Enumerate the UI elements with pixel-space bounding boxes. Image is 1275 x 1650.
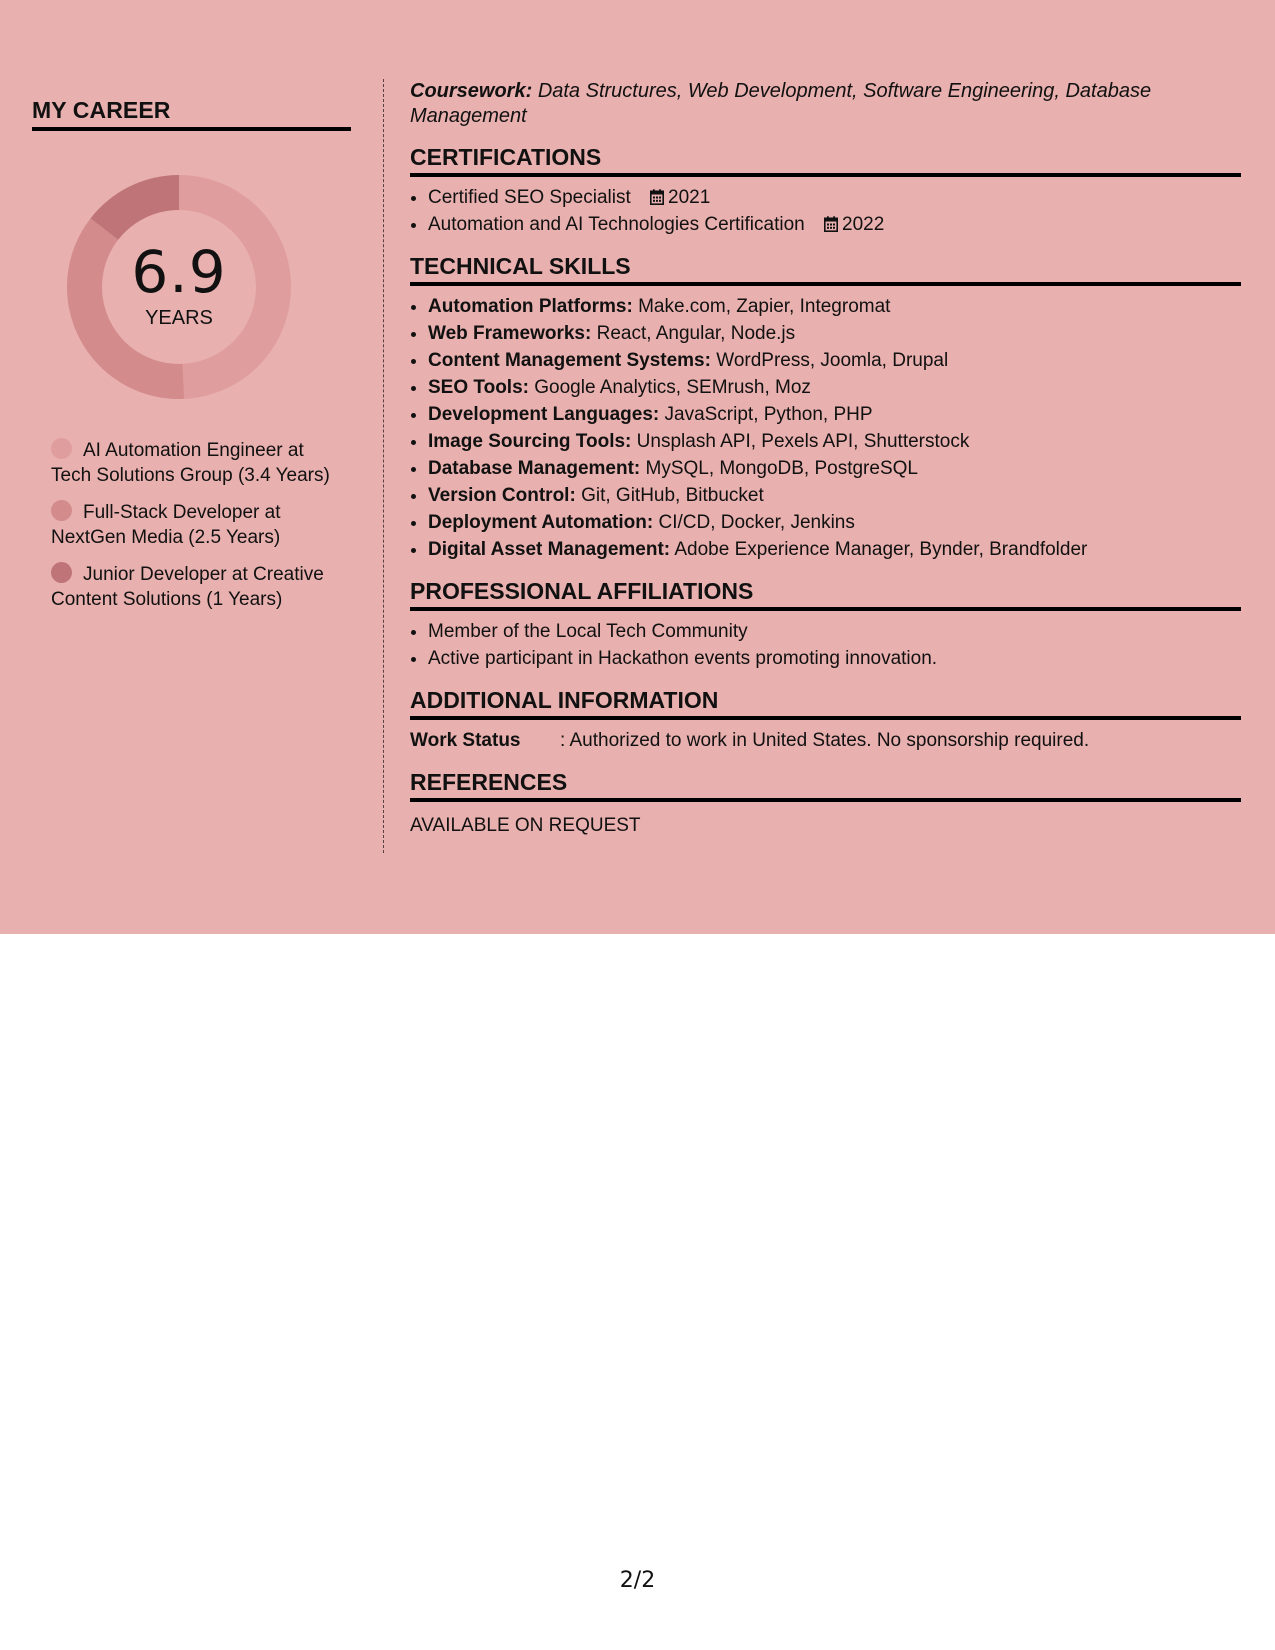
technical-skills-heading: TECHNICAL SKILLS [410, 252, 1241, 286]
affiliation-item: • Active participant in Hackathon events promoting innovation. [428, 645, 1241, 672]
skill-value: Git, GitHub, Bitbucket [581, 485, 764, 506]
career-column [32, 96, 351, 624]
skill-label: Web Frameworks: [428, 323, 592, 344]
technical-skills-list [410, 293, 1241, 563]
skill-item [428, 347, 1241, 374]
certification-name: Certified SEO Specialist [428, 187, 631, 208]
certification-item [428, 184, 1241, 211]
legend-item [51, 438, 341, 488]
skill-item [428, 374, 1241, 401]
coursework-text: Data Structures, Web Development, Software Engineering, Database Management [410, 80, 1152, 127]
references-heading: REFERENCES [410, 768, 1241, 802]
certification-name: Automation and AI Technologies Certification [428, 214, 805, 235]
skill-label: Development Languages: [428, 404, 660, 425]
skill-label: Image Sourcing Tools: [428, 431, 632, 452]
skill-item [428, 536, 1241, 563]
skill-item [428, 428, 1241, 455]
legend-label: Full-Stack Developer at NextGen Media (2.5 Years) [51, 502, 281, 548]
skill-value: MySQL, MongoDB, PostgreSQL [645, 458, 918, 479]
certifications-list [410, 184, 1241, 238]
skill-value: Make.com, Zapier, Integromat [638, 296, 891, 317]
skill-value: Adobe Experience Manager, Bynder, Brandfolder [674, 539, 1088, 560]
certifications-heading: CERTIFICATIONS [410, 143, 1241, 177]
certification-item [428, 211, 1241, 238]
legend-dot [51, 562, 72, 583]
skill-label: Deployment Automation: [428, 512, 654, 533]
details-column [410, 79, 1241, 839]
coursework-label: Coursework: [410, 80, 533, 102]
column-divider [383, 79, 384, 853]
career-heading: MY CAREER [32, 96, 351, 131]
skill-value: JavaScript, Python, PHP [664, 404, 873, 425]
skill-item [428, 455, 1241, 482]
page-number: 2/2 [619, 1568, 656, 1593]
skill-item [428, 509, 1241, 536]
certification-year: 2021 [668, 187, 711, 208]
skill-value: CI/CD, Docker, Jenkins [658, 512, 855, 533]
legend-item [51, 500, 341, 550]
additional-info-heading: ADDITIONAL INFORMATION [410, 686, 1241, 720]
calendar-icon [824, 216, 838, 232]
certification-year: 2022 [842, 214, 885, 235]
donut-center [66, 174, 292, 400]
legend-dot [51, 438, 72, 459]
career-legend [51, 438, 351, 612]
skill-value: WordPress, Joomla, Drupal [716, 350, 949, 371]
skill-value: Unsplash API, Pexels API, Shutterstock [636, 431, 970, 452]
legend-label: AI Automation Engineer at Tech Solutions Group (3.4 Years) [51, 440, 330, 486]
legend-item [51, 562, 341, 612]
skill-label: Automation Platforms: [428, 296, 633, 317]
work-status-row [410, 727, 1241, 754]
skill-item [428, 401, 1241, 428]
affiliations-list [410, 618, 1241, 672]
affiliations-heading: PROFESSIONAL AFFILIATIONS [410, 577, 1241, 611]
affiliation-item: • Member of the Local Tech Community [428, 618, 1241, 645]
skill-label: SEO Tools: [428, 377, 529, 398]
coursework-line [410, 79, 1241, 129]
total-years-unit: YEARS [145, 307, 213, 329]
work-status-value: : Authorized to work in United States. No sponsorship required. [560, 730, 1090, 751]
skill-label: Database Management: [428, 458, 641, 479]
calendar-icon [650, 189, 664, 205]
career-donut-chart [66, 174, 292, 400]
skill-label: Version Control: [428, 485, 576, 506]
skill-item [428, 320, 1241, 347]
skill-value: React, Angular, Node.js [596, 323, 796, 344]
total-years-value: 6.9 [131, 238, 227, 306]
skill-label: Content Management Systems: [428, 350, 711, 371]
legend-dot [51, 500, 72, 521]
skill-item [428, 293, 1241, 320]
skill-item [428, 482, 1241, 509]
references-text: AVAILABLE ON REQUEST [410, 815, 641, 836]
work-status-key: Work Status [410, 730, 521, 751]
legend-label: Junior Developer at Creative Content Solutions (1 Years) [51, 564, 324, 610]
skill-value: Google Analytics, SEMrush, Moz [534, 377, 811, 398]
skill-label: Digital Asset Management: [428, 539, 671, 560]
